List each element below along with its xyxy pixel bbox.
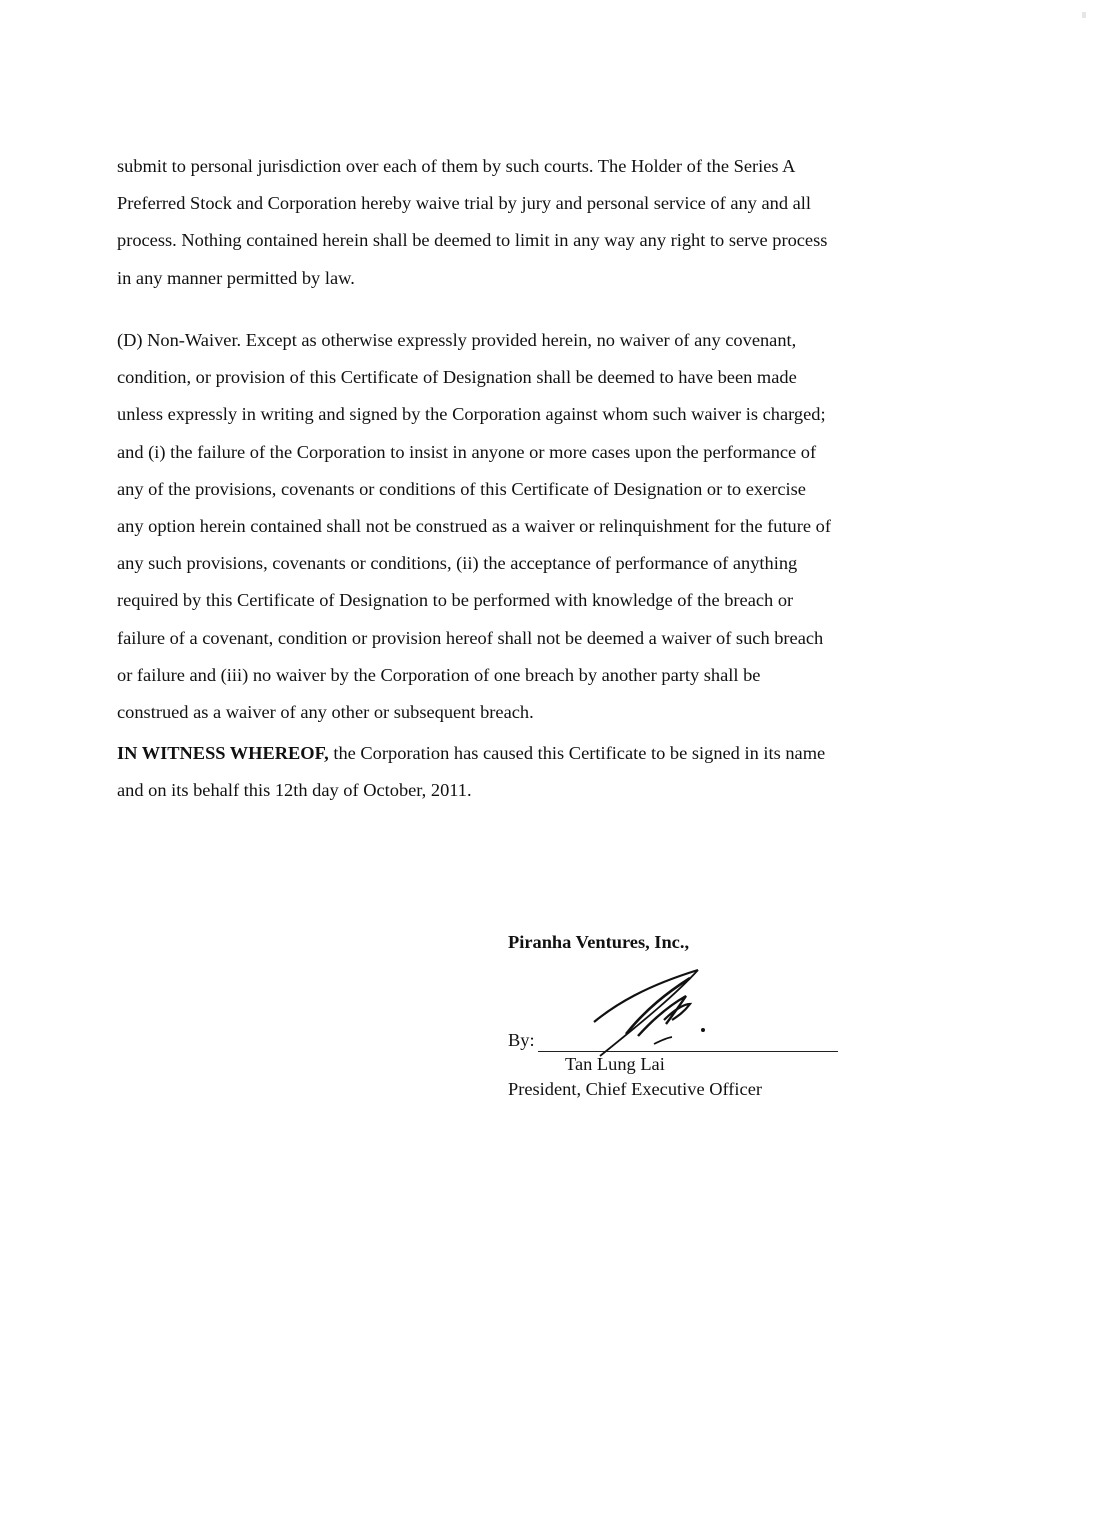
paragraph-in-witness <box>117 735 957 809</box>
witness-text: the Corporation has caused this Certificate to be signed in its name <box>328 743 826 763</box>
by-label: By: <box>508 1030 535 1050</box>
witness-heading: IN WITNESS WHEREOF, <box>117 743 329 763</box>
text-line: condition, or provision of this Certificate of Designation shall be deemed to have been made <box>117 367 797 388</box>
text-line: process. Nothing contained herein shall be deemed to limit in any way any right to serve process <box>117 230 828 251</box>
text-line: unless expressly in writing and signed by the Corporation against whom such waiver is charged; <box>117 404 826 425</box>
text-line: in any manner permitted by law. <box>117 267 355 288</box>
scan-artifact <box>1082 12 1086 18</box>
paragraph-jurisdiction <box>117 148 957 297</box>
text-line: (D) Non-Waiver. Except as otherwise expressly provided herein, no waiver of any covenant, <box>117 330 797 350</box>
text-line: submit to personal jurisdiction over each of them by such courts. The Holder of the Series A <box>117 156 796 176</box>
text-line: and on its behalf this 12th day of October, 2011. <box>117 780 472 801</box>
signature-block <box>508 930 868 1099</box>
paragraph-non-waiver <box>117 322 957 731</box>
company-name: Piranha Ventures, Inc., <box>508 932 690 952</box>
signature-row <box>508 1024 868 1099</box>
text-line: Preferred Stock and Corporation hereby waive trial by jury and personal service of any and all <box>117 193 812 214</box>
text-line: construed as a waiver of any other or subsequent breach. <box>117 702 534 723</box>
text-line: and (i) the failure of the Corporation to insist in anyone or more cases upon the performance of <box>117 441 817 462</box>
text-line: any of the provisions, covenants or conditions of this Certificate of Designation or to exercise <box>117 478 806 499</box>
handwritten-signature-icon <box>586 964 716 1059</box>
text-line: any option herein contained shall not be construed as a waiver or relinquishment for the future of <box>117 516 831 537</box>
text-line: or failure and (iii) no waiver by the Corporation of one breach by another party shall be <box>117 664 761 685</box>
signer-title: President, Chief Executive Officer <box>508 1079 762 1099</box>
text-line: any such provisions, covenants or conditions, (ii) the acceptance of performance of anything <box>117 553 798 574</box>
signer-name: Tan Lung Lai <box>565 1054 665 1074</box>
text-line: failure of a covenant, condition or provision hereof shall not be deemed a waiver of such breach <box>117 627 824 648</box>
text-line: required by this Certificate of Designation to be performed with knowledge of the breach or <box>117 590 794 611</box>
text-line <box>117 735 957 772</box>
